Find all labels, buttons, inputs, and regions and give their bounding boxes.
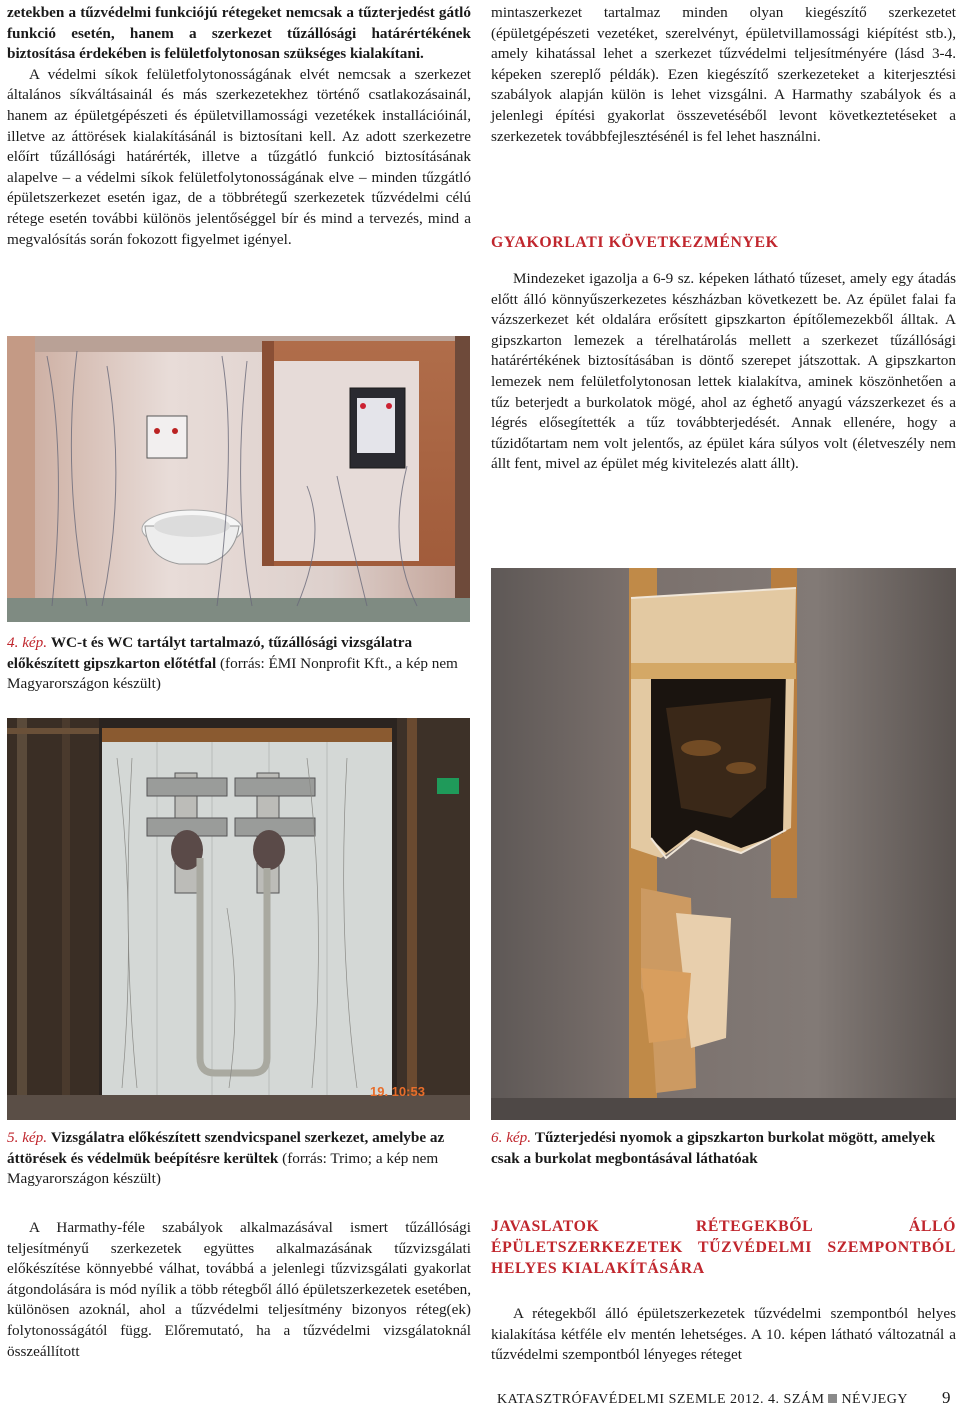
footer-section: NÉVJEGY (841, 1392, 908, 1407)
caption-5 (7, 1128, 473, 1190)
paragraph-proposals: A rétegekből álló épületszerkezetek tűzvédelmi szempontból helyes kialakítása kétféle elv mentén lehetséges. A 10. képen látható változatnál a tűzvédelmi szempontból lényeges réteget (491, 1305, 956, 1364)
heading-practical-consequences: GYAKORLATI KÖVETKEZMÉNYEK (491, 234, 779, 251)
caption-4 (7, 633, 473, 695)
page-footer (497, 1390, 957, 1410)
photo-6-fire-damage (491, 568, 956, 1120)
caption-4-label: 4. kép. (7, 634, 48, 651)
left-intro (7, 3, 471, 250)
caption-5-source: (forrás: Trimo; a kép nem Magyarországon készült) (7, 1149, 439, 1188)
caption-6-title: Tűzterjedési nyomok a gipszkarton burkolat mögött, amelyek csak a burkolat megbontásával láthatóak (491, 1129, 936, 1167)
paragraph-part-2: Az adott szerkezetre előírt tűzállósági határérték, illetve a tűzgátló funkció biztosításának alapelve – a védelmi síkok felületfolytonosságának elve – minden tűzgátló épületszerkezet esetén igaz, de a többrétegű szerkezetek tűzvédelmi célú rétege esetén további különös jelentőséggel bír és mind a tervezés, mind a megvalósítás során fokozott figyelmet igényel. (7, 127, 471, 248)
paragraph-harmathy: A Harmathy-féle szabályok alkalmazásával ismert tűzállósági teljesítményű szerkezetek együttes alkalmazásának tűzvizsgálati előkészítése könnyebbé válhat, továbbá a jelenlegi tűzvizsgálati gyakorlat átgondolására is mód nyílik a több rétegből álló épületszerkezetek esetében, különösen azoknál, ahol a tűzvédelmi teljesítmény bizonyos réteg(ek) folytonosságától függ. Előremutató, ha a tűzvédelmi vizsgálatoknál összeállított (7, 1219, 471, 1360)
photo-5-sandwich-panel (7, 718, 470, 1120)
caption-4-source: (forrás: ÉMI Nonprofit Kft., a kép nem Magyarországon készült) (7, 654, 458, 693)
caption-6-label: 6. kép. (491, 1129, 532, 1146)
page-number: 9 (942, 1388, 951, 1407)
intro-bold-paragraph: zetekben a tűzvédelmi funkciójú rétegeket nemcsak a tűzterjedést gátló funkció esetén, hanem a szerkezet tűzállósági határértékének biztosítása érdekében is felületfolytonosan szükséges kialakítani. (7, 4, 471, 63)
caption-5-title: Vizsgálatra előkészített szendvicspanel szerkezet, amelybe az áttörések és védelmük beépítésre kerültek (7, 1129, 445, 1167)
caption-5-label: 5. kép. (7, 1129, 48, 1146)
photo-5-image (7, 718, 470, 1120)
photo-6-image (491, 568, 956, 1120)
paragraph-practical: Mindezeket igazolja a 6-9 sz. képeken látható tűzeset, amely egy átadás előtt álló könnyűszerkezetes készházban következett be. Az épület falai fa vázszerkezet két oldalára erősített gipszkarton építőlemezekből álltak. A gipszkarton lemezek a térelhatárolás mellett a szerkezet tűzállósági határértékének biztosításában is döntő szerepet játszottak. A gipszkarton lemezek nem felületfolytonosan lettek kialakítva, aminek köszönhetően a tűz beterjedt a burkolatok mögé, ahol az éghető anyagú vázszerkezet és a légrés elősegítették a tűz továbbterjedését. Annak ellenére, hogy a tűzidőtartam nem volt jelentős, az épület kára súlyos volt (életveszély nem állt fent, mivel az épület még kivitelezés alatt állt). (491, 270, 956, 473)
right-paragraph-top: mintaszerkezet tartalmaz minden olyan kiegészítő szerkezetet (épületgépészeti vezetéket, szerelvényt, épületvillamossági kiépítést stb.), amely kihatással lehet a szerkezet tűzvédelmi teljesítményére (lásd 3-4. képeken szereplő példák). Ezen kiegészítő szerkezeteket a kiterjesztési szabályok alapján külön is lehet vizsgálni. A Harmathy szabályok és a jelenlegi építési gyakorlat összevetéséből levont következtetéseket a szerkezetek továbbfejlesztésénél is fel lehet használni. (491, 4, 956, 145)
photo-4-wc-wall (7, 336, 470, 622)
photo-5-timestamp: 19. 10:53 (370, 1084, 425, 1099)
footer-journal: KATASZTRÓFAVÉDELMI SZEMLE 2012. 4. SZÁM (497, 1392, 825, 1407)
photo-4-image (7, 336, 470, 622)
caption-4-title: WC-t és WC tartályt tartalmazó, tűzállósági vizsgálatra előkészített gipszkarton előtétfal (7, 634, 413, 672)
footer-separator-square (828, 1394, 837, 1403)
caption-6 (491, 1128, 956, 1169)
paragraph-part-1: A védelmi síkok felületfolytonosságának elvét nemcsak a szerkezet általános síkváltásainál és más szerkezetekhez történő csatlakozásainál, hanem az épületgépészeti és épületvillamossági vezetékek installációinál, illetve az áttörések kialakításánál is biztosítani kell. (7, 65, 471, 145)
heading-proposals: JAVASLATOK RÉTEGEKBŐL ÁLLÓ ÉPÜLETSZERKEZETEK TŰZVÉDELMI SZEMPONTBÓL HELYES KIALAKÍTÁSÁRA (491, 1218, 956, 1277)
paragraph-surface-continuity (7, 65, 471, 250)
